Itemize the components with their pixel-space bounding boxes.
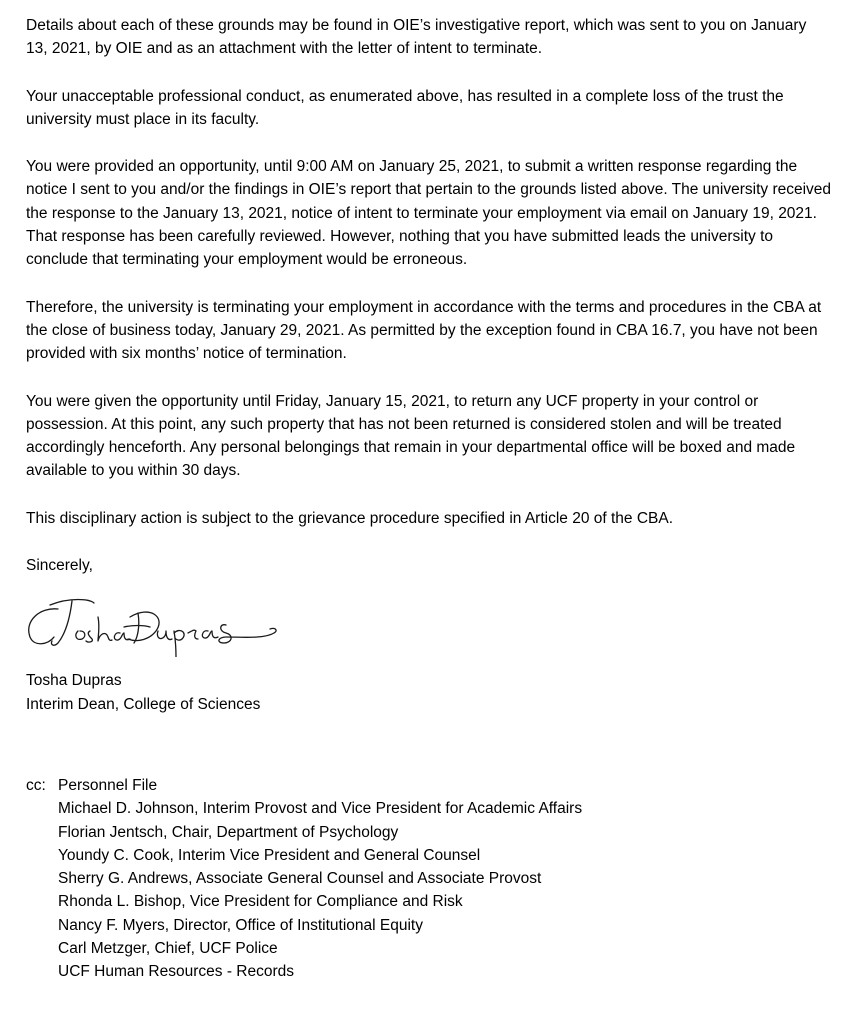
cc-recipient: Carl Metzger, Chief, UCF Police — [58, 940, 278, 958]
closing-salutation: Sincerely, — [26, 557, 93, 575]
cc-recipient: Florian Jentsch, Chair, Department of Psychology — [58, 823, 399, 841]
cc-recipient: Nancy F. Myers, Director, Office of Institutional Equity — [58, 916, 423, 934]
signature-drawing — [20, 587, 280, 657]
paragraph-response-review: You were provided an opportunity, until 9:00 AM on January 25, 2021, to submit a written response regarding the notice I sent to you and/or the findings in OIE’s report that pertain to the grounds listed above. The university received the response to the January 13, 2021, notice of intent to terminate your employment via email on January 19, 2021. That response has been carefully reviewed. However, nothing that you have submitted leads the university to conclude that terminating your employment would be erroneous. — [26, 158, 832, 269]
paragraph-report-details: Details about each of these grounds may be found in OIE’s investigative report, which was sent to you on January 13, 2021, by OIE and as an attachment with the letter of intent to terminate. — [26, 17, 807, 58]
cc-recipient: Youndy C. Cook, Interim Vice President and General Counsel — [58, 846, 481, 864]
signer-title: Interim Dean, College of Sciences — [26, 695, 261, 713]
paragraph-termination-notice: Therefore, the university is terminating your employment in accordance with the terms and procedures in the CBA at the close of business today, January 29, 2021. As permitted by the exception found in CBA 16.7, you have not been provided with six months’ notice of termination. — [26, 298, 822, 363]
cc-recipient: Sherry G. Andrews, Associate General Counsel and Associate Provost — [58, 870, 542, 888]
paragraph-loss-of-trust: Your unacceptable professional conduct, as enumerated above, has resulted in a complete loss of the trust the university must place in its faculty. — [26, 87, 784, 128]
handwritten-signature — [20, 587, 280, 657]
cc-recipient: UCF Human Resources - Records — [58, 963, 295, 981]
cc-recipient: Rhonda L. Bishop, Vice President for Compliance and Risk — [58, 893, 463, 911]
cc-label: cc: — [26, 776, 46, 794]
cc-block — [26, 774, 832, 984]
cc-recipient: Personnel File — [58, 776, 158, 794]
cc-list — [58, 774, 582, 984]
letter-page — [26, 14, 832, 984]
paragraph-property-return: You were given the opportunity until Friday, January 15, 2021, to return any UCF property in your control or possession. At this point, any such property that has not been returned is considered stolen and will be treated accordingly henceforth. Any personal belongings that remain in your departmental office will be boxed and made available to you within 30 days. — [26, 392, 796, 480]
paragraph-grievance: This disciplinary action is subject to the grievance procedure specified in Article 20 of the CBA. — [26, 509, 674, 527]
signer-name: Tosha Dupras — [26, 672, 122, 690]
cc-recipient: Michael D. Johnson, Interim Provost and Vice President for Academic Affairs — [58, 800, 583, 818]
